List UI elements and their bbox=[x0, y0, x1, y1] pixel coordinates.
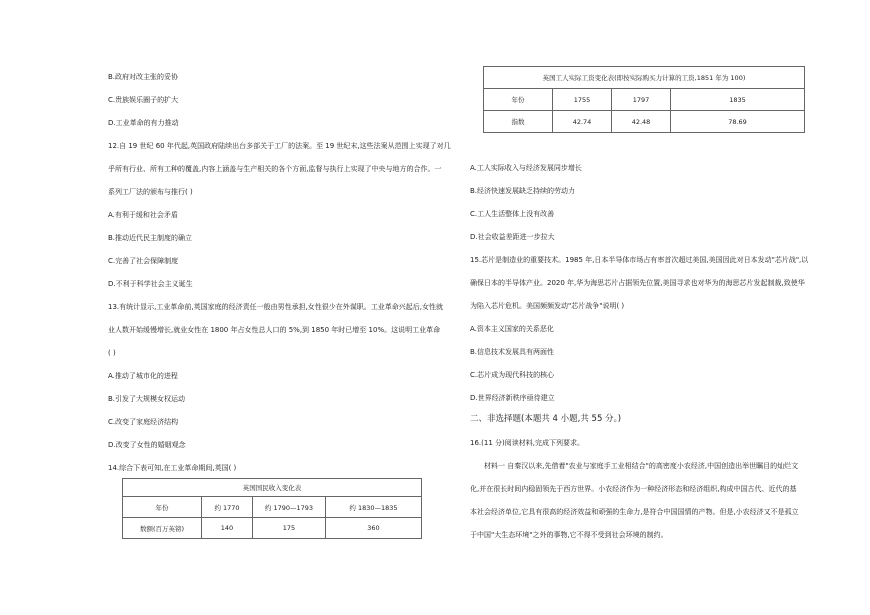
table-cell: 42.48 bbox=[612, 111, 671, 133]
q11-option-c: C.贵族娱乐圈子的扩大 bbox=[108, 96, 179, 104]
q15-option-c: C.芯片成为现代科技的核心 bbox=[470, 371, 555, 379]
q14-option-d: D.社会收益差距进一步拉大 bbox=[470, 233, 555, 241]
q14-option-a: A.工人实际收入与经济发展同步增长 bbox=[470, 164, 582, 172]
q15-stem-line-1: 15.芯片是制造业的重要技术。1985 年,日本半导体市场占有率首次超过美国,美国因此对日本发动"芯片战",以 bbox=[470, 256, 809, 264]
material-1-line-2: 化,并在很长时间内稳固领先于西方世界。小农经济作为一种经济形态和经济组织,构成中国古代、近代的基 bbox=[470, 485, 797, 493]
q15-stem-line-3: 为陷入芯片危机。美国频频发动"芯片战争"说明( ) bbox=[470, 302, 625, 310]
real-wages-table bbox=[483, 66, 805, 133]
q12-stem-line-3: 系列工厂法的颁布与推行( ) bbox=[108, 188, 193, 196]
table-cell: 数额(百万英镑) bbox=[123, 518, 202, 539]
q13-stem-line-1: 13.有统计显示,工业革命前,英国家庭的经济责任一般由男性承担,女性很少在外谋职。工业革命兴起后,女性就 bbox=[108, 303, 444, 311]
q14-option-b: B.经济快速发展缺乏持续的劳动力 bbox=[470, 187, 576, 195]
table-cell: 年份 bbox=[123, 497, 202, 518]
q11-option-b: B.政府对改主张的妥协 bbox=[108, 73, 179, 81]
q13-stem-line-3: ( ) bbox=[108, 349, 116, 357]
q15-option-b: B.信息技术发展具有两面性 bbox=[470, 348, 555, 356]
q12-stem-line-2: 乎所有行业、所有工种的覆盖,内容上涵盖与生产相关的各个方面,监督与执行上实现了中央与地方的合作。一 bbox=[108, 165, 442, 173]
table-cell: 年份 bbox=[484, 89, 553, 111]
table-cell: 175 bbox=[253, 518, 326, 539]
q14-stem: 14.综合下表可知,在工业革命期间,英国( ) bbox=[108, 464, 237, 472]
q12-option-a: A.有利于缓和社会矛盾 bbox=[108, 211, 178, 219]
q12-option-b: B.推动近代民主制度的确立 bbox=[108, 234, 193, 242]
table-cell: 约 1830—1835 bbox=[326, 497, 422, 518]
q15-option-d: D.世界经济新秩序亟待建立 bbox=[470, 394, 555, 402]
q13-option-d: D.改变了女性的婚姻观念 bbox=[108, 441, 186, 449]
q12-stem-line-1: 12.自 19 世纪 60 年代起,英国政府陆续出台多部关于工厂的法案。至 19 世纪末,这些法案从范围上实现了对几 bbox=[108, 142, 451, 150]
q12-option-d: D.不利于科学社会主义诞生 bbox=[108, 280, 193, 288]
table-title: 英国工人实际工资变化表(即按实际购买力计算的工资,1851 年为 100) bbox=[484, 67, 805, 89]
section-heading: 二、非选择题(本题共 4 小题,共 55 分。) bbox=[470, 414, 622, 424]
q15-stem-line-2: 确保日本的半导体产业。2020 年,华为海思芯片占据领先位置,美国寻求也对华为的海思芯片发起制裁,致使华 bbox=[470, 279, 805, 287]
table-cell: 约 1790—1793 bbox=[253, 497, 326, 518]
table-cell: 1797 bbox=[612, 89, 671, 111]
q13-option-c: C.改变了家庭经济结构 bbox=[108, 418, 179, 426]
material-1-line-3: 本社会经济单位,它具有很高的经济效益和顽强的生命力,是符合中国国情的产物。但是,小农经济又不是孤立 bbox=[470, 508, 799, 516]
material-1-line-4: 于中国"大生态环境"之外的事物,它不得不受到社会环境的制约。 bbox=[470, 531, 668, 539]
table-title: 英国国民收入变化表 bbox=[123, 479, 422, 497]
q13-stem-line-2: 业人数开始缓慢增长,就业女性在 1800 年占女性总人口的 5%,到 1850 年时已增至 10%。这说明工业革命 bbox=[108, 326, 441, 334]
table-cell: 360 bbox=[326, 518, 422, 539]
q15-option-a: A.资本主义国家的关系恶化 bbox=[470, 325, 554, 333]
table-cell: 78.69 bbox=[671, 111, 805, 133]
q13-option-a: A.推动了城市化的进程 bbox=[108, 372, 178, 380]
q16-stem: 16.(11 分)阅读材料,完成下列要求。 bbox=[470, 439, 584, 447]
q11-option-d: D.工业革命的有力推动 bbox=[108, 119, 179, 127]
q12-option-c: C.完善了社会保障制度 bbox=[108, 257, 179, 265]
table-cell: 1835 bbox=[671, 89, 805, 111]
table-cell: 42.74 bbox=[553, 111, 612, 133]
table-cell: 约 1770 bbox=[202, 497, 253, 518]
q13-option-b: B.引发了大规模女权运动 bbox=[108, 395, 186, 403]
material-1-line-1: 材料一 自秦汉以来,先借着"农业与家庭手工业相结合"的高密度小农经济,中国创造出举世瞩目的灿烂文 bbox=[484, 462, 799, 470]
q14-option-c: C.工人生活整体上没有改善 bbox=[470, 210, 555, 218]
table-cell: 140 bbox=[202, 518, 253, 539]
national-income-table bbox=[122, 478, 422, 539]
table-cell: 指数 bbox=[484, 111, 553, 133]
table-cell: 1755 bbox=[553, 89, 612, 111]
